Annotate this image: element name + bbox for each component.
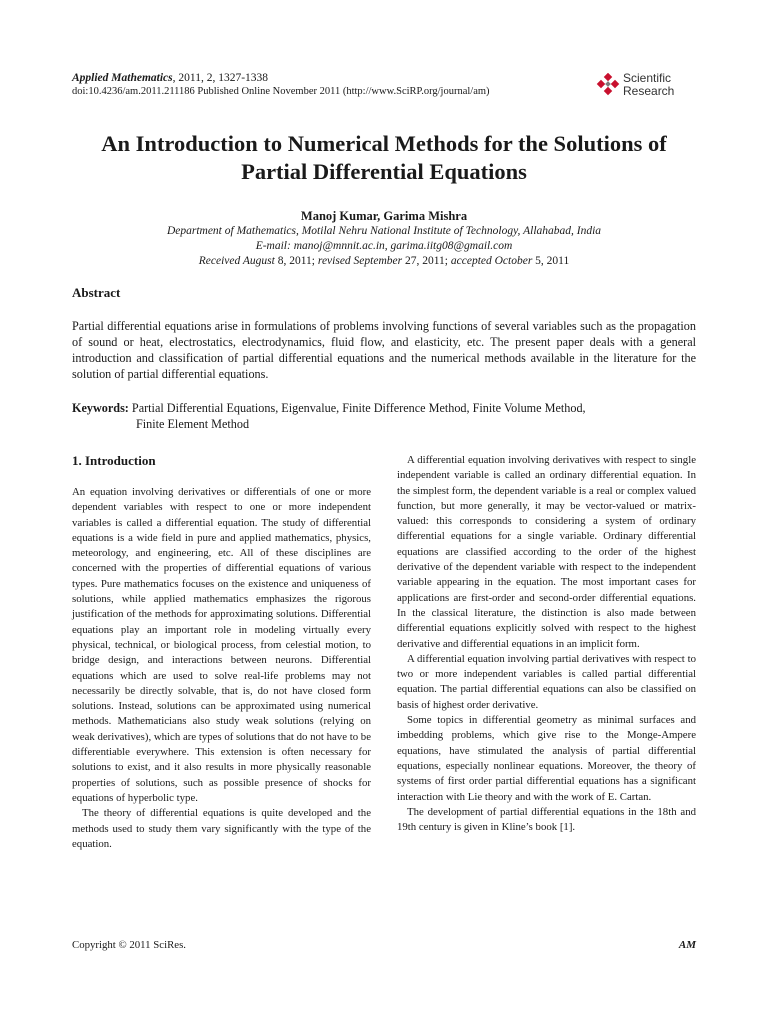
email-line — [40, 239, 728, 254]
abstract-text: Partial differential equations arise in formulations of problems involving functions of several variables such as the propagation of sound or heat, electrostatics, electrodynamics, fluid flow, and elasticity, etc. The present paper deals with a general introduction and classification of partial differential equations and the numerical methods available in the literature for the solution of partial differential equations. — [72, 319, 696, 381]
journal-name: Applied Mathematics — [72, 72, 173, 84]
paper-title — [40, 130, 728, 186]
keywords-block — [72, 400, 696, 432]
copyright-notice: Copyright © 2011 SciRes. — [72, 939, 186, 951]
keywords-label: Keywords: — [72, 401, 129, 415]
doi-line: doi:10.4236/am.2011.211186 Published Online November 2011 (http://www.SciRP.org/journal/am) — [72, 86, 490, 97]
paragraph: Some topics in differential geometry as minimal surfaces and imbedding problems, which give rise to the Monge-Ampere equations, have stimulated the analysis of partial differential equations, especially nonlinear equations. Moreover, the theory of systems of first order partial differential equations has a significant interaction with Lie theory and with the work of E. Cartan. — [397, 714, 696, 803]
received-label: Received August — [198, 255, 275, 267]
title-line-2: Partial Differential Equations — [241, 159, 527, 184]
journal-citation — [72, 71, 268, 85]
paragraph: An equation involving derivatives or differentials of one or more dependent variables with respect to one or more independent variables is called a differential equation. The study of differential equations is a wide field in pure and applied mathematics, physics, meteorology, and engineering, etc. All of these disciplines are concerned with the properties of differential equations of various types. Pure mathematics focuses on the existence and uniqueness of solutions, while applied mathematics emphasizes the rigorous justification of the methods for approximating solutions. Differential equations play an important role in modeling virtually every physical, technical, or biological process, from celestial motion, to bridge design, and interactions between neurons. Differential equations which are used to solve real-life problems may not necessarily be directly solvable, that is, do not have closed form solutions. Instead, solutions can be approximated using numerical methods. Mathematicians also study weak solutions (relying on weak derivatives), which are types of solutions that do not have to be differentiable everywhere. This extension is often necessary for solutions to exist, and it also results in more physically reasonable properties of solutions, such as possible presence of shocks for equations of hyperbolic type. — [72, 486, 371, 804]
department: Department of Mathematics, Motilal Nehru National Institute of Technology, Allahabad, India — [166, 225, 602, 237]
journal-abbreviation: AM — [678, 939, 696, 951]
dates-line — [40, 254, 728, 269]
revised-date: 27, 2011; — [402, 255, 451, 267]
abstract-heading: Abstract — [72, 285, 121, 300]
title-line-1: An Introduction to Numerical Methods for the Solutions of — [101, 131, 667, 156]
logo-wordmark — [623, 72, 674, 97]
section-heading-introduction: 1. Introduction — [72, 453, 156, 468]
paragraph: The theory of differential equations is quite developed and the methods used to study them vary significantly with the type of the equation. — [72, 807, 371, 850]
logo-line-2: Research — [623, 83, 675, 98]
paragraph: A differential equation involving partial derivatives with respect to two or more independent variables is called partial differential equation. The partial differential equations can also be classified on basis of highest order derivative. — [397, 652, 696, 711]
revised-label: revised September — [317, 255, 403, 267]
accepted-label: accepted October — [450, 255, 533, 267]
author-list: Manoj Kumar, Garima Mishra — [300, 209, 468, 223]
accepted-date: 5, 2011 — [532, 255, 570, 267]
email-link-1[interactable]: manoj@mnnit.ac.in — [293, 240, 385, 252]
keywords-line-1: Partial Differential Equations, Eigenvalue, Finite Difference Method, Finite Volume Method, — [128, 401, 586, 415]
scientific-research-logo-icon — [596, 73, 620, 97]
journal-issue: , 2011, 2, 1327-1338 — [172, 72, 269, 84]
keywords-line-2: Finite Element Method — [136, 417, 250, 431]
paragraph: The development of partial differential equations in the 18th and 19th century is given in Kline’s book [1]. — [397, 805, 696, 834]
email-link-2[interactable]: garima.iitg08@gmail.com — [390, 240, 513, 252]
received-date: 8, 2011; — [274, 255, 318, 267]
email-label: E-mail: — [255, 240, 294, 252]
affiliation-block — [40, 224, 728, 269]
paragraph: A differential equation involving derivatives with respect to single independent variable is called an ordinary differential equation. In the simplest form, the dependent variable is a real or complex valued function, but more generally, it may be vector-valued or matrix-valued: this corresponds to considering a system of ordinary differential equations for a single variable. Ordinary differential equations are classified according to the order of the highest derivative of the dependent variable with respect to the independent variable appearing in the equation. The most important cases for applications are first-order and second-order differential equations. In the classical literature, the distinction is also made between differential equations explicitly solved with respect to the highest derivative and differential equations in an implicit form. — [397, 454, 696, 650]
publisher-logo — [596, 72, 706, 100]
right-column — [397, 453, 696, 835]
email-separator: , — [384, 240, 391, 252]
logo-line-1: Scientific — [623, 71, 672, 85]
left-column — [72, 485, 371, 852]
